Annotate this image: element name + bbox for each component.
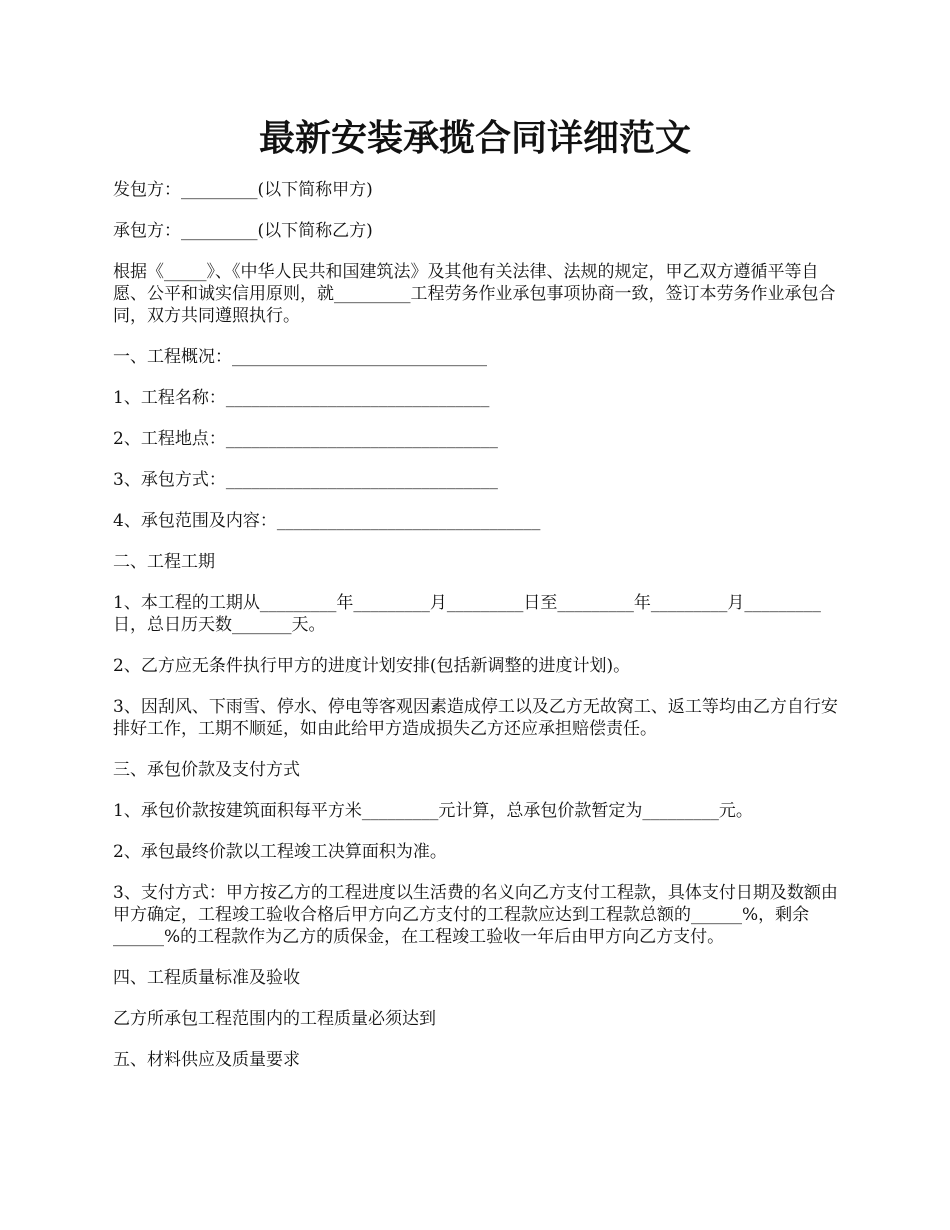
party-a-line: 发包方：_________(以下简称甲方) <box>113 180 373 200</box>
clause-contract-method: 3、承包方式：________________________________ <box>113 470 498 490</box>
clause-schedule-delays: 3、因刮风、下雨雪、停水、停电等客观因素造成停工以及乙方无故窝工、返工等均由乙方自行安排好工作，工期不顺延，如由此给甲方造成损失乙方还应承担赔偿责任。 <box>113 697 838 739</box>
clause-contract-scope: 4、承包范围及内容：_______________________________ <box>113 511 541 531</box>
preamble-paragraph: 根据《_____》、《中华人民共和国建筑法》及其他有关法律、法规的规定，甲乙双方遵循平等自愿、公平和诚实信用原则，就_________工程劳务作业承包事项协商一致，签订本劳务作业承包合同，双方共同遵照执行。 <box>113 262 836 326</box>
section-heading-materials: 五、材料供应及质量要求 <box>113 1050 300 1070</box>
clause-schedule-period: 1、本工程的工期从_________年_________月_________日至_________年_________月_________日，总日历天数_______天。 <box>113 593 821 635</box>
clause-payment-method: 3、支付方式：甲方按乙方的工程进度以生活费的名义向乙方支付工程款，具体支付日期及数额由甲方确定，工程竣工验收合格后甲方向乙方支付的工程款应达到工程款总额的______%，剩余______%的工程款作为乙方的质保金，在工程竣工验收一年后由甲方向乙方支付。 <box>113 883 838 947</box>
clause-project-name: 1、工程名称：_______________________________ <box>113 388 490 408</box>
clause-project-location: 2、工程地点：________________________________ <box>113 429 498 449</box>
clause-price-rate: 1、承包价款按建筑面积每平方米_________元计算，总承包价款暂定为_________元。 <box>113 801 753 821</box>
section-heading-overview: 一、工程概况：______________________________ <box>113 347 487 367</box>
document-title: 最新安装承揽合同详细范文 <box>258 117 691 159</box>
section-heading-quality: 四、工程质量标准及验收 <box>113 968 300 988</box>
clause-price-final: 2、承包最终价款以工程竣工决算面积为准。 <box>113 842 447 862</box>
section-heading-schedule: 二、工程工期 <box>113 552 215 572</box>
section-heading-price: 三、承包价款及支付方式 <box>113 760 300 780</box>
party-b-line: 承包方：_________(以下简称乙方) <box>113 221 373 241</box>
clause-quality-standard: 乙方所承包工程范围内的工程质量必须达到 <box>113 1009 436 1029</box>
clause-schedule-compliance: 2、乙方应无条件执行甲方的进度计划安排(包括新调整的进度计划)。 <box>113 656 631 676</box>
document-body <box>113 179 841 1090</box>
